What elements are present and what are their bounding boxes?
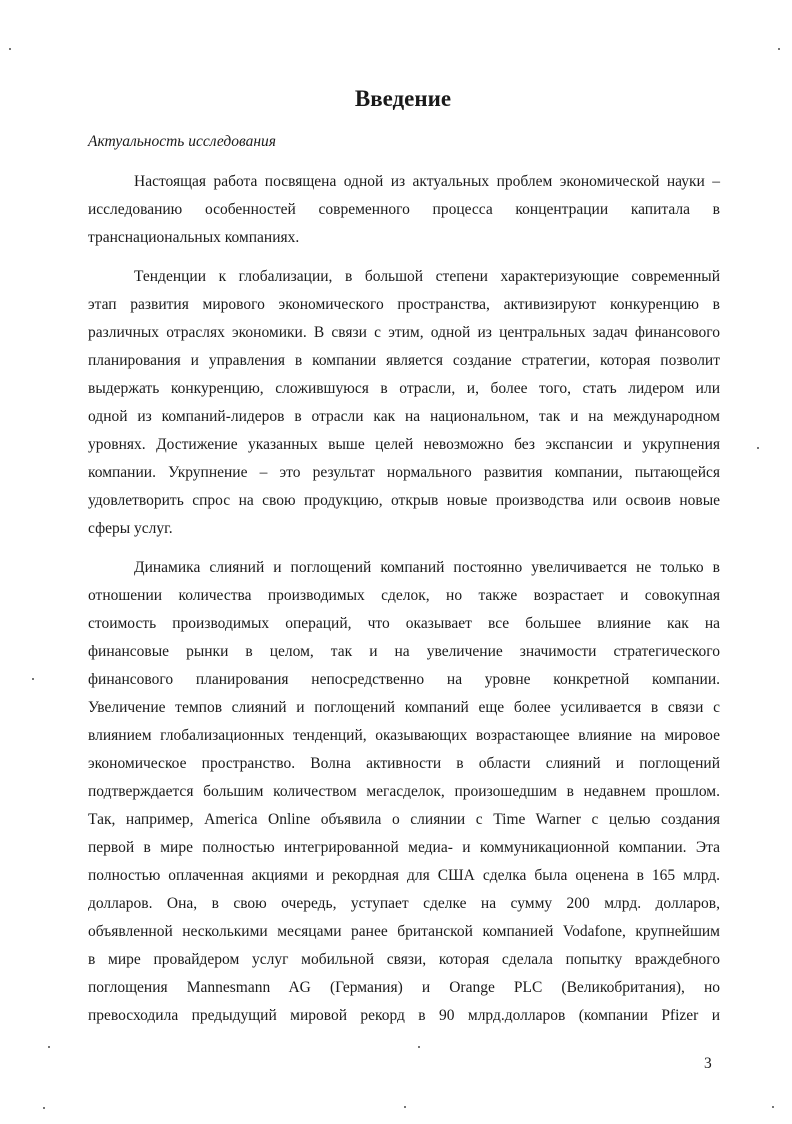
text-line: объявленной несколькими месяцами ранее британской компанией Vodafone, крупнейшим bbox=[88, 923, 720, 940]
scan-speck bbox=[772, 1106, 774, 1108]
scan-speck bbox=[757, 447, 759, 449]
text-line: финансового планирования непосредственно на уровне конкретной компании. bbox=[88, 671, 720, 688]
text-line: различных отраслях экономики. В связи с этим, одной из центральных задач финансового bbox=[88, 324, 720, 341]
text-line: удовлетворить спрос на свою продукцию, открыв новые производства или освоив новые bbox=[88, 492, 720, 509]
text-line: планирования и управления в компании является создание стратегии, которая позволит bbox=[88, 352, 720, 369]
text-line: долларов. Она, в свою очередь, уступает сделке на сумму 200 млрд. долларов, bbox=[88, 895, 720, 912]
text-line: исследованию особенностей современного процесса концентрации капитала в bbox=[88, 201, 720, 218]
text-line: влиянием глобализационных тенденций, оказывающих возрастающее влияние на мировое bbox=[88, 727, 720, 744]
text-line: превосходила предыдущий мировой рекорд в 90 млрд.долларов (компании Pfizer и bbox=[88, 1007, 720, 1024]
scan-speck bbox=[43, 1107, 45, 1109]
page-title: Введение bbox=[354, 86, 452, 111]
page-number: 3 bbox=[704, 1055, 712, 1072]
text-line: финансовые рынки в целом, так и на увеличение значимости стратегического bbox=[88, 643, 720, 660]
scan-speck bbox=[48, 1046, 50, 1048]
paragraph-2 bbox=[88, 263, 720, 543]
text-line: транснациональных компаниях. bbox=[88, 229, 300, 246]
text-line: выдержать конкуренцию, сложившуюся в отрасли, и, более того, стать лидером или bbox=[88, 380, 720, 397]
text-line: первой в мире полностью интегрированной медиа- и коммуникационной компании. Эта bbox=[88, 839, 720, 856]
scan-speck bbox=[778, 48, 780, 50]
text-line: поглощения Mannesmann AG (Германия) и Orange PLC (Великобритания), но bbox=[88, 979, 720, 996]
text-line: сферы услуг. bbox=[88, 520, 173, 537]
paragraph-3 bbox=[88, 554, 720, 1030]
scan-speck bbox=[418, 1046, 420, 1048]
text-line: уровнях. Достижение указанных выше целей невозможно без экспансии и укрупнения bbox=[88, 436, 720, 453]
text-line: Увеличение темпов слияний и поглощений компаний еще более усиливается в связи с bbox=[88, 699, 720, 716]
scan-speck bbox=[9, 48, 11, 50]
text-line: стоимость производимых операций, что оказывает все большее влияние как на bbox=[88, 615, 720, 632]
text-line: полностью оплаченная акциями и рекордная для США сделка была оценена в 165 млрд. bbox=[88, 867, 720, 884]
text-line: экономическое пространство. Волна активности в области слияний и поглощений bbox=[88, 755, 720, 772]
text-line: в мире провайдером услуг мобильной связи, которая сделала попытку враждебного bbox=[88, 951, 720, 968]
text-line: Так, например, America Online объявила о слиянии с Time Warner с целью создания bbox=[88, 811, 720, 828]
text-line: Тенденции к глобализации, в большой степени характеризующие современный bbox=[134, 268, 720, 285]
paragraph-1 bbox=[88, 168, 720, 252]
text-line: этап развития мирового экономического пространства, активизируют конкуренцию в bbox=[88, 296, 720, 313]
text-line: подтверждается большим количеством мегасделок, произошедшим в недавнем прошлом. bbox=[88, 783, 720, 800]
scan-speck bbox=[32, 678, 34, 680]
text-line: одной из компаний-лидеров в отрасли как на национальном, так и на международном bbox=[88, 408, 720, 425]
scan-speck bbox=[404, 1106, 406, 1108]
section-subtitle: Актуальность исследования bbox=[88, 133, 276, 150]
text-line: отношении количества производимых сделок, но также возрастает и совокупная bbox=[88, 587, 720, 604]
text-line: Динамика слияний и поглощений компаний постоянно увеличивается не только в bbox=[134, 559, 720, 576]
text-line: компании. Укрупнение – это результат нормального развития компании, пытающейся bbox=[88, 464, 720, 481]
text-line: Настоящая работа посвящена одной из актуальных проблем экономической науки – bbox=[134, 173, 720, 190]
